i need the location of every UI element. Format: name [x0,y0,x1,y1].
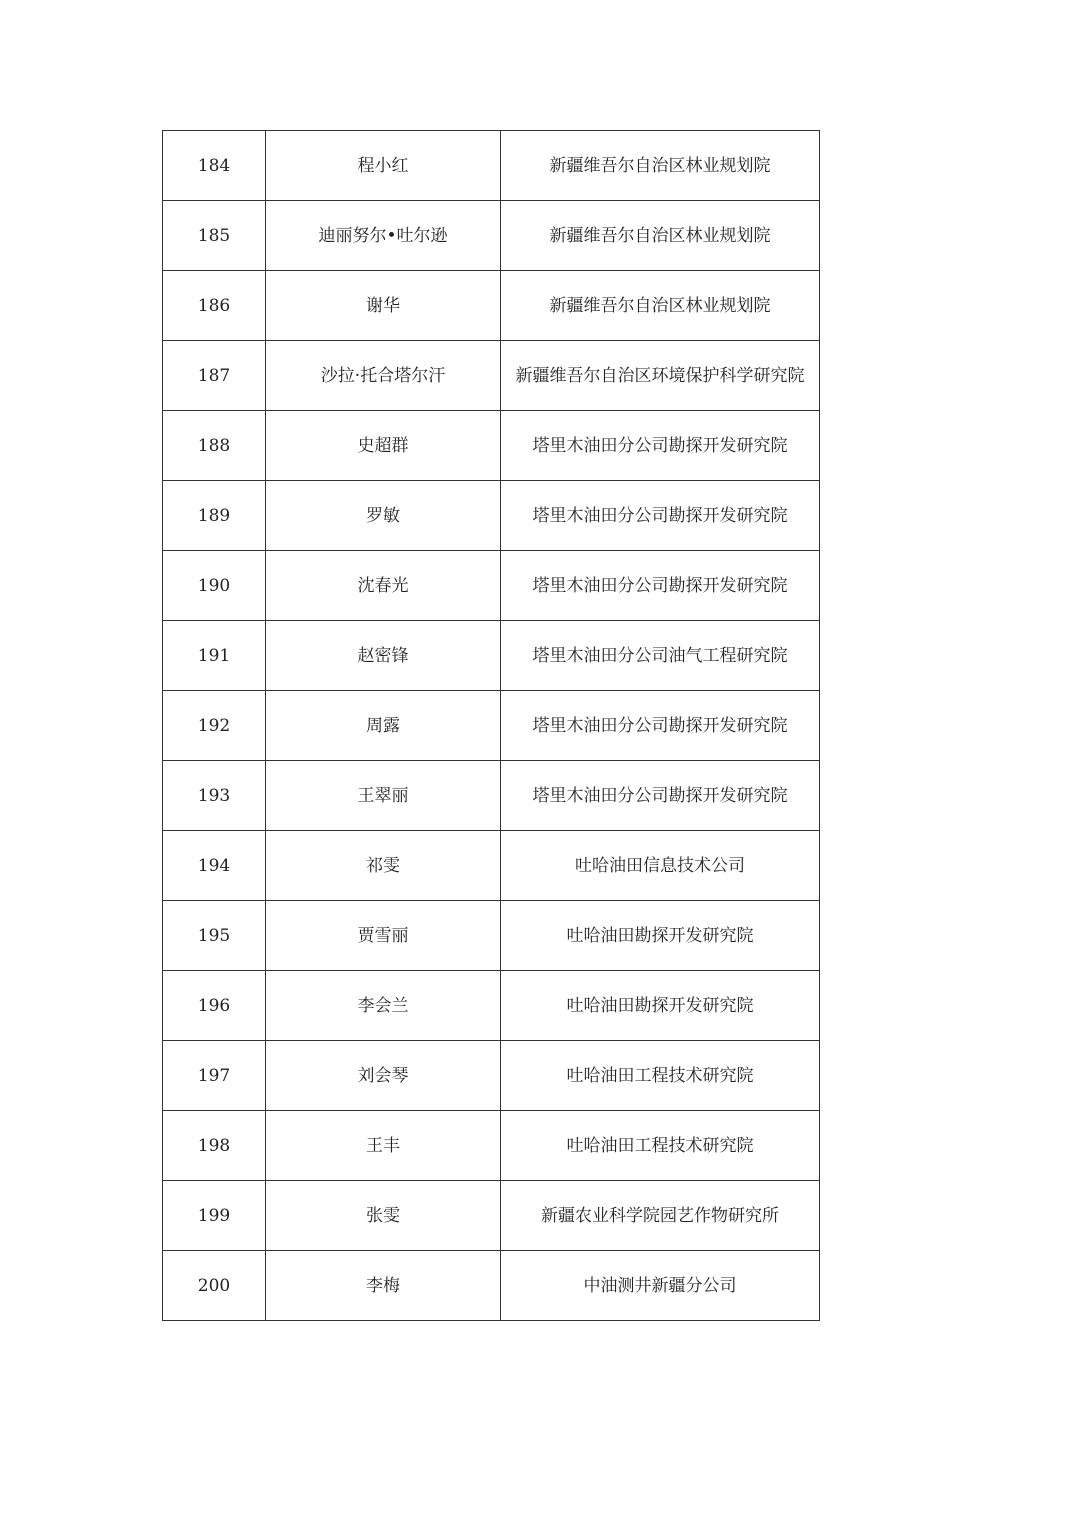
table-row [163,761,820,831]
table-row [163,831,820,901]
table-row [163,131,820,201]
person-name: 程小红 [266,131,501,201]
organization: 塔里木油田分公司勘探开发研究院 [501,551,820,621]
organization: 吐哈油田工程技术研究院 [501,1041,820,1111]
organization: 新疆维吾尔自治区林业规划院 [501,201,820,271]
table-row [163,691,820,761]
table-row [163,201,820,271]
table-row [163,341,820,411]
roster-table [162,130,820,1321]
row-number: 196 [163,971,266,1041]
row-number: 194 [163,831,266,901]
person-name: 张雯 [266,1181,501,1251]
table-row [163,971,820,1041]
table-row [163,481,820,551]
person-name: 罗敏 [266,481,501,551]
row-number: 195 [163,901,266,971]
person-name: 祁雯 [266,831,501,901]
row-number: 200 [163,1251,266,1321]
row-number: 184 [163,131,266,201]
organization: 塔里木油田分公司油气工程研究院 [501,621,820,691]
table-row [163,1251,820,1321]
person-name: 刘会琴 [266,1041,501,1111]
organization: 塔里木油田分公司勘探开发研究院 [501,481,820,551]
organization: 吐哈油田勘探开发研究院 [501,901,820,971]
table-row [163,271,820,341]
row-number: 197 [163,1041,266,1111]
person-name: 谢华 [266,271,501,341]
row-number: 188 [163,411,266,481]
row-number: 199 [163,1181,266,1251]
organization: 吐哈油田信息技术公司 [501,831,820,901]
organization: 塔里木油田分公司勘探开发研究院 [501,411,820,481]
row-number: 198 [163,1111,266,1181]
row-number: 186 [163,271,266,341]
organization: 塔里木油田分公司勘探开发研究院 [501,761,820,831]
organization: 新疆农业科学院园艺作物研究所 [501,1181,820,1251]
person-name: 史超群 [266,411,501,481]
table-row [163,551,820,621]
row-number: 191 [163,621,266,691]
row-number: 187 [163,341,266,411]
person-name: 周露 [266,691,501,761]
row-number: 185 [163,201,266,271]
organization: 中油测井新疆分公司 [501,1251,820,1321]
person-name: 贾雪丽 [266,901,501,971]
table-row [163,411,820,481]
organization: 新疆维吾尔自治区林业规划院 [501,271,820,341]
person-name: 王丰 [266,1111,501,1181]
person-name: 沙拉·托合塔尔汗 [266,341,501,411]
table-row [163,901,820,971]
row-number: 193 [163,761,266,831]
table-row [163,621,820,691]
organization: 吐哈油田工程技术研究院 [501,1111,820,1181]
row-number: 190 [163,551,266,621]
table-row [163,1041,820,1111]
person-name: 李会兰 [266,971,501,1041]
organization: 新疆维吾尔自治区环境保护科学研究院 [501,341,820,411]
person-name: 沈春光 [266,551,501,621]
row-number: 192 [163,691,266,761]
organization: 吐哈油田勘探开发研究院 [501,971,820,1041]
organization: 新疆维吾尔自治区林业规划院 [501,131,820,201]
person-name: 迪丽努尔•吐尔逊 [266,201,501,271]
table-row [163,1111,820,1181]
organization: 塔里木油田分公司勘探开发研究院 [501,691,820,761]
row-number: 189 [163,481,266,551]
person-name: 王翠丽 [266,761,501,831]
table-row [163,1181,820,1251]
person-name: 李梅 [266,1251,501,1321]
person-name: 赵密锋 [266,621,501,691]
